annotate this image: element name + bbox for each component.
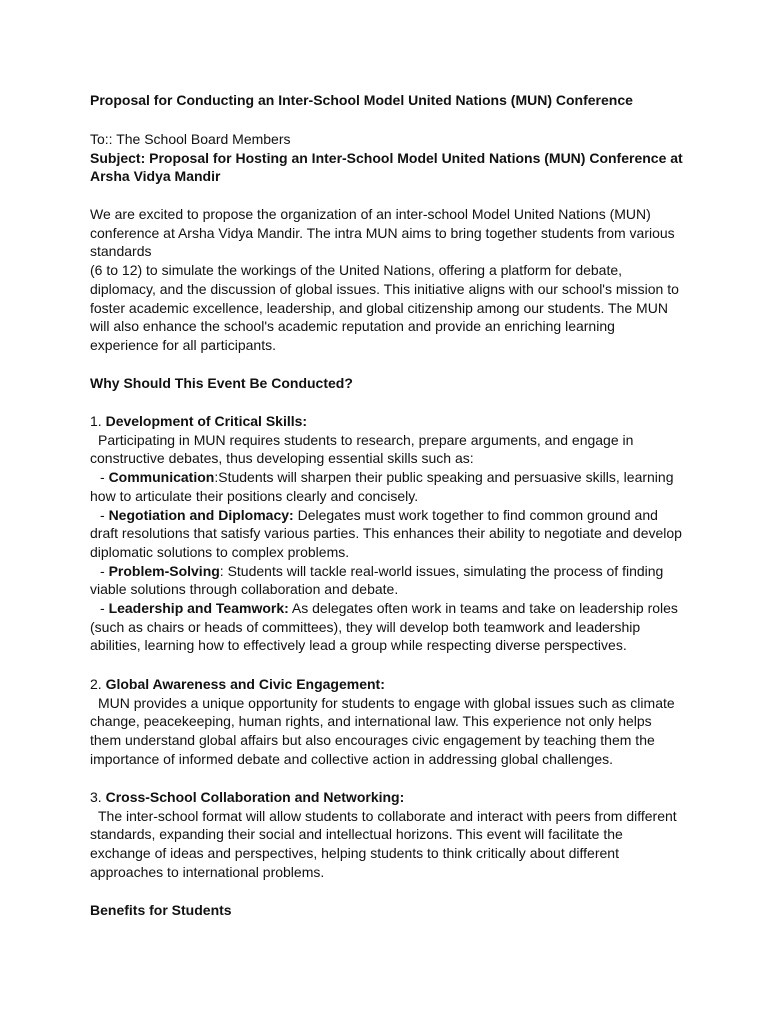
section-heading: 1. Development of Critical Skills: [90,413,308,429]
proposal-title: Proposal for Conducting an Inter-School Model United Nations (MUN) Conference [90,92,633,108]
bullet-negotiation: - Negotiation and Diplomacy: Delegates must work together to find common ground and [100,506,658,523]
subject-line-cont: Arsha Vidya Mandir [90,168,221,185]
section-global-awareness: 2. Global Awareness and Civic Engagement: MUN provides a unique opportunity for students to engage with global issues such as climate change, peacekeeping, human rights, and international law. This experience not only helps them understand global affairs but also encourages civic engagement by teaching them the importance of informed debate and collective action in addressing global challenges. [90,675,690,769]
to-line: To:: The School Board Members [90,131,291,147]
subject-line: Subject: Proposal for Hosting an Inter-School Model United Nations (MUN) Conference at [90,149,683,166]
section-heading: 3. Cross-School Collaboration and Networking: [90,789,405,805]
section-critical-skills: 1. Development of Critical Skills: Participating in MUN requires students to research, prepare arguments, and engage in constructive debates, thus developing essential skills such as: - Communication:Students will sharpen their public speaking and persuasive skills, learning how to articulate their positions clearly and concisely. - Negotiation and Diplomacy: Delegates must work together to find common ground and draft resolutions that satisfy various parties. This enhances their ability to negotiate and develop diplomatic solutions to complex problems. - Problem-Solving: Students will tackle real-world issues, simulating the process of finding viable solutions through collaboration and debate. - Leadership and Teamwork: As delegates often work in teams and take on leadership roles (such as chairs or heads of committees), they will develop both teamwork and leadership abilities, learning how to effectively lead a group while respecting diverse perspectives. [90,412,690,655]
bullet-problem-solving: - Problem-Solving: Students will tackle real-world issues, simulating the process of finding [100,562,664,579]
bullet-leadership: - Leadership and Teamwork: As delegates often work in teams and take on leadership roles [100,600,678,617]
intro-paragraph: We are excited to propose the organization of an inter-school Model United Nations (MUN) conference at Arsha Vidya Mandir. The intra MUN aims to bring together students from various standards (6 to 12) to simulate the workings of the United Nations, offering a platform for debate, diplomacy, and the discussion of global issues. This initiative aligns with our school's mission to foster academic excellence, leadership, and global citizenship among our students. The MUN will also enhance the school's academic reputation and provide an enriching learning experience for all participants. [90,206,679,353]
section-heading: 2. Global Awareness and Civic Engagement: [90,676,385,692]
letter-header [90,130,690,186]
why-heading: Why Should This Event Be Conducted? [90,375,353,391]
benefits-heading: Benefits for Students [90,902,232,918]
bullet-communication: - Communication:Students will sharpen their public speaking and persuasive skills, learning [100,469,674,486]
section-collaboration: 3. Cross-School Collaboration and Networking: The inter-school format will allow students to collaborate and interact with peers from different standards, expanding their social and intellectual horizons. This event will facilitate the exchange of ideas and perspectives, helping students to think critically about different approaches to international problems. [90,788,690,882]
